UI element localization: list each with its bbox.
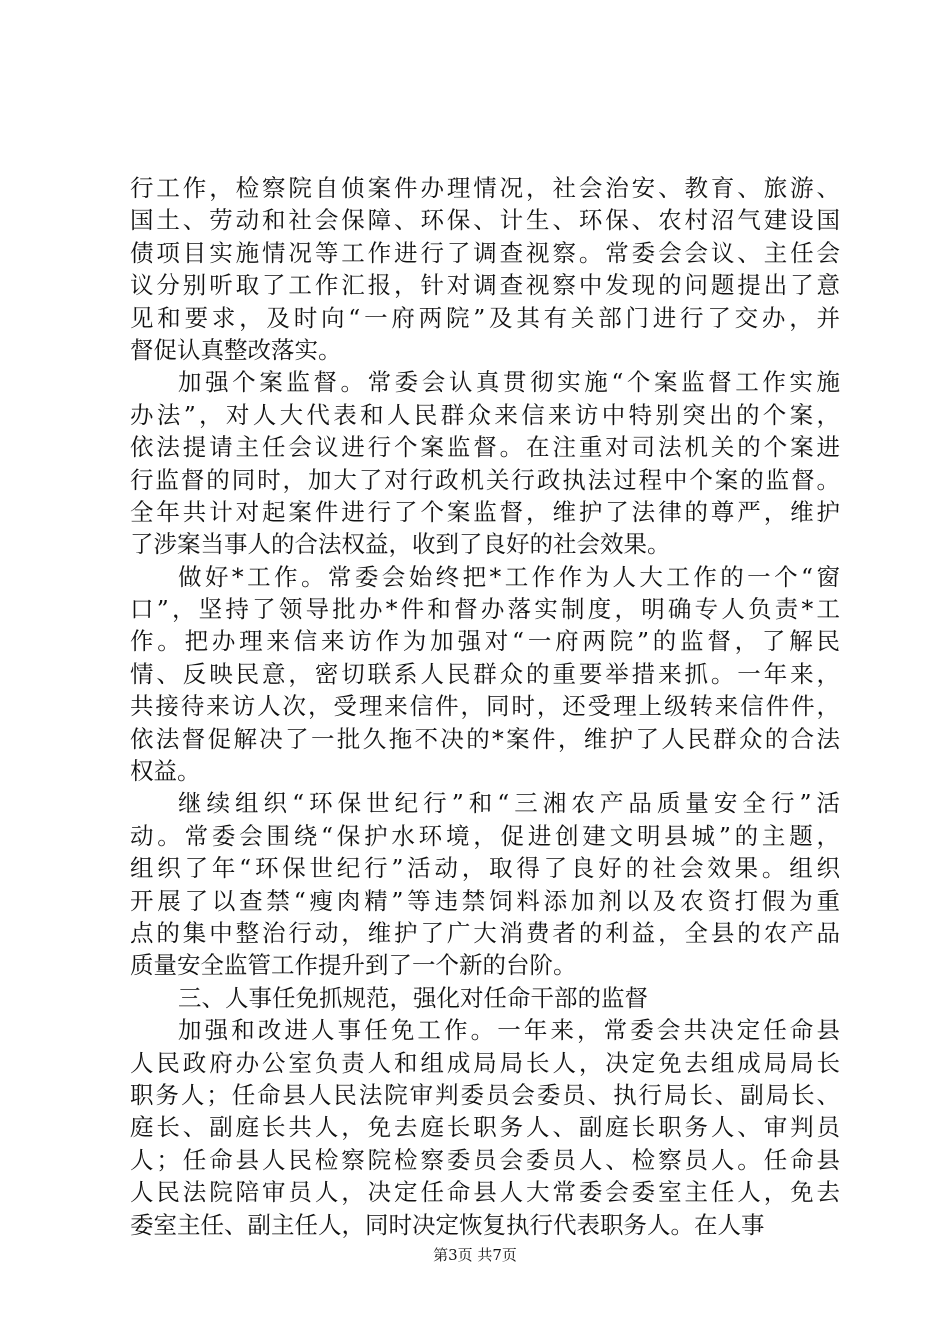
text-line: 国土、劳动和社会保障、环保、计生、环保、农村沼气建设国 (130, 206, 840, 235)
text-line: 加强和改进人事任免工作。一年来，常委会共决定任命县 (178, 1016, 840, 1045)
text-line: 庭长、副庭长共人，免去庭长职务人、副庭长职务人、审判员 (130, 1113, 840, 1142)
page-footer (0, 1244, 950, 1265)
text-line: 三、人事任免抓规范，强化对任命干部的监督 (178, 983, 648, 1012)
text-line: 权益。 (130, 757, 201, 786)
page-number-label: 第3页 共7页 (433, 1246, 517, 1264)
text-line: 加强个案监督。常委会认真贯彻实施“个案监督工作实施 (178, 368, 840, 397)
document-body (130, 172, 840, 1241)
paragraph (130, 366, 840, 560)
text-line: 见和要求，及时向“一府两院”及其有关部门进行了交办，并 (130, 303, 840, 332)
text-line: 动。常委会围绕“保护水环境，促进创建文明县城”的主题， (130, 821, 840, 850)
text-line: 全年共计对起案件进行了个案监督，维护了法律的尊严，维护 (130, 497, 840, 526)
text-line: 督促认真整改落实。 (130, 335, 342, 364)
text-line: 口”，坚持了领导批办*件和督办落实制度，明确专人负责*工 (130, 595, 840, 624)
text-line: 共接待来访人次，受理来信件，同时，还受理上级转来信件件， (130, 692, 840, 721)
text-line: 人；任命县人民检察院检察委员会委员人、检察员人。任命县 (130, 1145, 840, 1174)
paragraph (130, 787, 840, 981)
text-line: 行监督的同时，加大了对行政机关行政执法过程中个案的监督。 (130, 465, 840, 494)
text-line: 开展了以查禁“瘦肉精”等违禁饲料添加剂以及农资打假为重 (130, 886, 840, 915)
text-line: 办法”，对人大代表和人民群众来信来访中特别突出的个案， (130, 400, 840, 429)
text-line: 行工作，检察院自侦案件办理情况，社会治安、教育、旅游、 (130, 174, 840, 202)
text-line: 组织了年“环保世纪行”活动，取得了良好的社会效果。组织 (130, 854, 840, 883)
text-line: 人民政府办公室负责人和组成局局长人，决定免去组成局局长 (130, 1048, 840, 1077)
text-line: 情、反映民意，密切联系人民群众的重要举措来抓。一年来， (130, 659, 840, 688)
text-line: 质量安全监管工作提升到了一个新的台阶。 (130, 951, 577, 980)
text-line: 做好*工作。常委会始终把*工作作为人大工作的一个“窗 (178, 562, 840, 591)
text-line: 依法提请主任会议进行个案监督。在注重对司法机关的个案进 (130, 433, 840, 462)
text-line: 议分别听取了工作汇报，针对调查视察中发现的问题提出了意 (130, 271, 840, 300)
paragraph (130, 172, 840, 366)
text-line: 依法督促解决了一批久拖不决的*案件，维护了人民群众的合法 (130, 724, 840, 753)
text-line: 人民法院陪审员人，决定任命县人大常委会委室主任人，免去 (130, 1178, 840, 1207)
text-line: 职务人；任命县人民法院审判委员会委员、执行局长、副局长、 (130, 1080, 840, 1109)
text-line: 作。把办理来信来访作为加强对“一府两院”的监督，了解民 (130, 627, 840, 656)
text-line: 委室主任、副主任人，同时决定恢复执行代表职务人。在人事 (130, 1210, 765, 1239)
paragraph (130, 1014, 840, 1241)
text-line: 点的集中整治行动，维护了广大消费者的利益，全县的农产品 (130, 918, 840, 947)
paragraph (130, 561, 840, 788)
text-line: 了涉案当事人的合法权益，收到了良好的社会效果。 (130, 530, 671, 559)
text-line: 继续组织“环保世纪行”和“三湘农产品质量安全行”活 (178, 789, 840, 818)
paragraph (130, 982, 840, 1014)
text-line: 债项目实施情况等工作进行了调查视察。常委会会议、主任会 (130, 238, 840, 267)
